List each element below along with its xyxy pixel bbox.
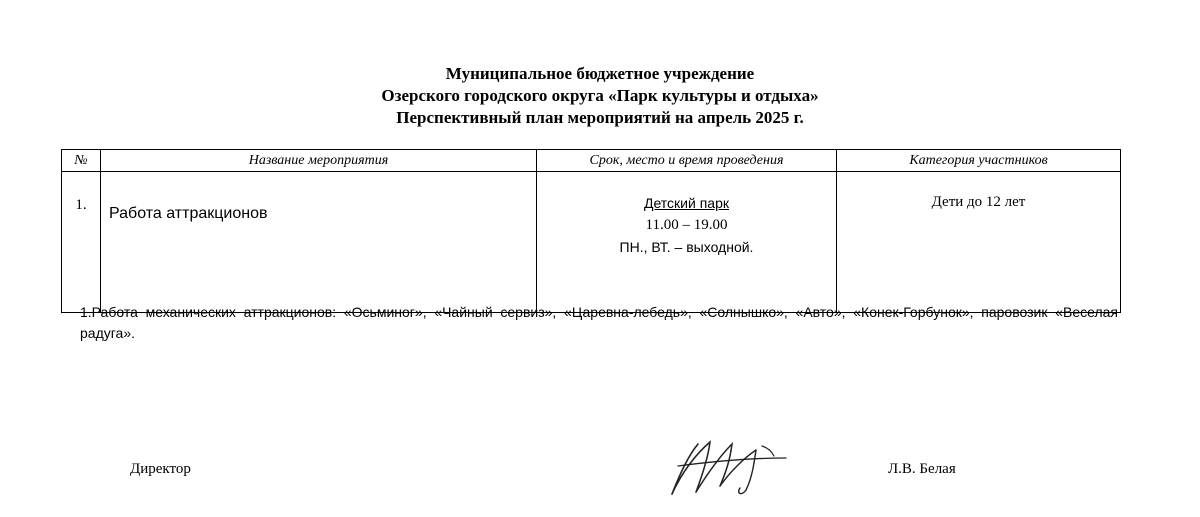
- events-table: [61, 149, 1121, 313]
- column-header-number: №: [62, 150, 101, 172]
- document-header: [0, 63, 1200, 129]
- column-header-category: Категория участников: [837, 150, 1121, 172]
- director-title: Директор: [130, 461, 191, 477]
- column-header-name: Название мероприятия: [101, 150, 537, 172]
- plan-title: Перспективный план мероприятий на апрель 2025 г.: [396, 108, 804, 127]
- signer-name: Л.В. Белая: [888, 461, 956, 477]
- table-header-row: [62, 150, 1121, 172]
- table-row: [62, 172, 1121, 313]
- event-days-off: ПН., ВТ. – выходной.: [619, 239, 754, 255]
- participant-category: Дети до 12 лет: [837, 172, 1121, 313]
- event-time-place: [537, 172, 837, 313]
- org-name-line: Озерского городского округа «Парк культуры и отдыха»: [381, 86, 819, 105]
- event-place: Детский парк: [644, 195, 729, 211]
- event-hours: 11.00 – 19.00: [645, 217, 728, 233]
- event-name: Работа аттракционов: [101, 172, 537, 313]
- attractions-note: 1.Работа механических аттракционов: «Осьминог», «Чайный сервиз», «Царевна-лебедь», «Солнышко», «Авто», «Конек-Горбунок», паровозик «Веселая радуга».: [80, 304, 1118, 341]
- org-type-line: Муниципальное бюджетное учреждение: [445, 64, 755, 83]
- column-header-time-place: Срок, место и время проведения: [537, 150, 837, 172]
- row-number: 1.: [62, 172, 101, 313]
- handwritten-signature: [658, 436, 793, 498]
